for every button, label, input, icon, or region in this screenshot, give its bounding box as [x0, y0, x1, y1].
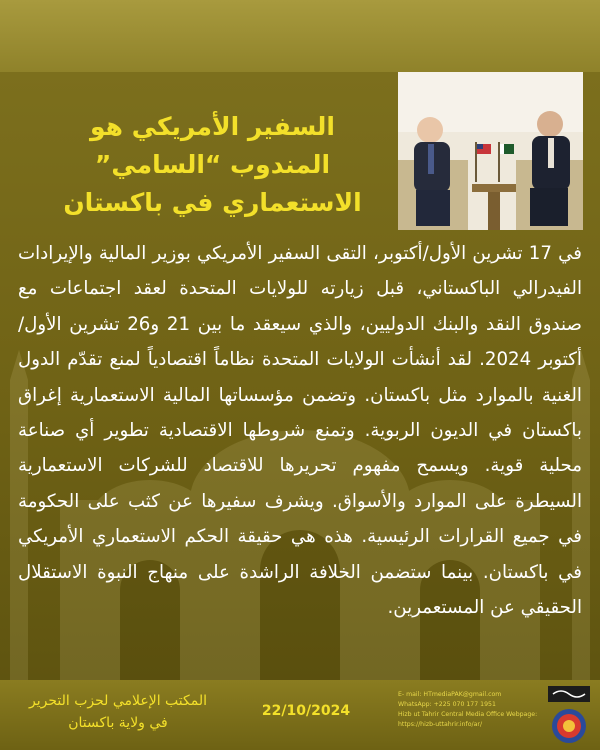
article-body: في 17 تشرين الأول/أكتوبر، التقى السفير الأمريكي بوزير المالية والإيرادات الفيدرالي الباكستاني، قبل زيارته للولايات المتحدة لعقد اجتماعات مع صندوق النقد والبنك الدوليين، والذي سيعقد ما بين 21 و26 تشرين الأول/أكتوبر 2024. لقد أنشأت الولايات المتحدة نظاماً اقتصادياً لمنع تقدّم الدول الغنية بالموارد مثل باكستان. وتضمن مؤسساتها المالية الاستعمارية إغراق باكستان في الديون الربوية. وتمنع شروطها الاقتصادية تطوير أي صناعة محلية قوية. ويسمح مفهوم تحريرها للاقتصاد للشركات الاستعمارية السيطرة على الموارد والأسواق. ويشرف سفيرها عن كثب على الحكومة في جميع القرارات الرئيسية. هذه هي حقيقة الحكم الاستعماري الأمريكي في باكستان. بينما ستضمن الخلافة الراشدة على منهاج النبوة الاستقلال الحقيقي عن المستعمرين.	[18, 243, 582, 619]
office-line-1: المكتب الإعلامي لحزب التحرير	[28, 693, 208, 709]
title-line-1: السفير الأمريكي هو	[90, 112, 335, 141]
meeting-photo	[398, 72, 583, 230]
contact-email[interactable]: E- mail: HTmediaPAK@gmail.com	[398, 691, 502, 698]
title-line-3: الاستعماري في باكستان	[63, 188, 362, 217]
contact-whatsapp: WhatsApp: +225 070 177 1951	[398, 701, 496, 708]
media-office-label	[18, 690, 218, 734]
title-line-2: المندوب “السامي”	[94, 150, 331, 179]
hizb-logo-emblem	[544, 684, 594, 746]
contact-web-url[interactable]: https://hizb-uttahrir.info/ar/	[398, 721, 483, 728]
office-line-2: في ولاية باكستان	[68, 715, 168, 731]
contact-web-label: Hizb ut Tahrir Central Media Office Webpage:	[398, 711, 538, 718]
publish-date: 22/10/2024	[261, 703, 351, 719]
contact-info	[398, 690, 546, 730]
header-band	[0, 0, 600, 72]
page-title	[40, 108, 385, 222]
meeting-photo-illustration	[398, 72, 583, 230]
